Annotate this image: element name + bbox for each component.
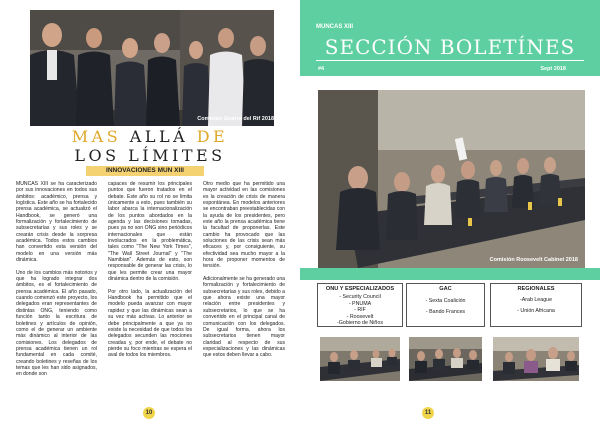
article-title-line2: LOS LÍMITES xyxy=(74,146,226,165)
article-column-2 xyxy=(108,181,192,365)
committee-session-photo-graphic xyxy=(318,90,585,268)
delegates-group-photo-graphic xyxy=(30,10,274,126)
list-item: - Sexta Coalición xyxy=(425,298,466,304)
group-onu-especializados xyxy=(317,283,403,407)
article-paragraph: MUNCAS XIII se ha caracterizado por sus innovaciones en todos sus ámbitos: académico, prensa y logística. Este año se ha fortalecido prensa académica, se actualizó el Handbook, se generó una formalización y fortalecimiento de subsecretarías y sus roles y se crearán crisis desde la sorpresa académica. Todos estos cambios han convertido esta versión del modelo en una versión más dinámica. xyxy=(16,181,97,264)
group-regionales xyxy=(490,283,582,407)
article-paragraph: capaces de resumir los principales puntos que fueron tratados en el debate. Este año su rol no se limita únicamente a esto, pues también su labor abarca la internacionalización de los puntos abordados en la agenda y las decisiones tomadas, pues ya no son ONG sino periódicos internacionales que están involucrados en la problemática, tales como "The New York Times", "The Wall Street Journal" y "The Namibian". Además de esto, son responsable de generar las crisis, lo que les permite crear una mayor dinámica dentro de la comisión. xyxy=(108,181,192,283)
article-paragraph: Adicionalmente se ha generado una formalización y fortalecimiento de subsecretarías y sus roles, debido a que ahora existe una mayor relación entre presidentes y subsecretarios, lo que se ha convertido en el principal canal de comunicación con los delegados. De igual forma, ahora los subsecretarios tienen mayor claridad al respecto de sus especializaciones y las dinámicas que estos deben llevar a cabo. xyxy=(203,276,285,359)
article-column-1 xyxy=(16,181,97,384)
committee-session-photo xyxy=(318,90,585,268)
group-photo xyxy=(409,337,482,381)
group-photo xyxy=(320,337,400,381)
title-middle: ALLÁ xyxy=(121,127,197,146)
article-title-line1 xyxy=(0,127,300,146)
article-paragraph: Por otro lado, la actualización del Handbook ha permitido que el modelo pueda avanzar con mayor rapidez y que las dinámicas sean a su vez más activas. Lo anterior se debe principalmente a que ya no existe la necesidad de que todos los delegados secunden las mociones creadas y, por ende, el debate no pierde su foco mientras se espera el aval de todos los miembros. xyxy=(108,288,192,359)
list-item: -Gobierno de Niños xyxy=(337,320,383,327)
issue-number: #4 xyxy=(318,66,325,72)
title-accent-de: DE xyxy=(196,127,229,146)
right-photo-caption: Comisión Roosevelt Cabinet 2018 xyxy=(489,257,578,263)
list-item: - Bando Frances xyxy=(425,308,466,315)
page-number-badge: 11 xyxy=(422,407,434,419)
page-number-badge: 10 xyxy=(143,407,155,419)
group-box xyxy=(317,283,403,327)
list-item: - Security Council xyxy=(339,294,381,300)
section-title: SECCIÓN BOLETÍNES xyxy=(324,35,576,59)
group-heading: REGIONALES xyxy=(517,286,555,292)
list-item: - Unión Africana xyxy=(517,307,555,314)
list-item: - Roosevelt xyxy=(346,313,374,320)
group-photo xyxy=(493,337,579,381)
list-item: -Arab League xyxy=(519,297,553,303)
group-heading: GAC xyxy=(439,286,452,292)
title-accent-mas: MAS xyxy=(71,127,122,146)
group-box xyxy=(490,283,582,327)
right-page xyxy=(300,0,600,424)
article-paragraph: Otro medio que ha permitido una mayor actividad en las comisiones es la creación de crisis de manera espontánea. En modelos anteriores se encontraban preestablecidas con la ayuda de los presidentes, pero este año la prensa académica tiene la facultad de proponerlas. Este cambio ha provocado que las soluciones de las crisis sean más eficaces y, por consiguiente, su efectividad sea mucho mayor a la hora de proponer momentos de tensión. xyxy=(203,181,285,270)
mint-strip xyxy=(300,268,600,280)
group-box xyxy=(406,283,485,327)
left-photo-caption: Comisión Guerra del Rif 2018 xyxy=(197,116,274,122)
section-kicker: MUNCAS XIII xyxy=(316,24,354,30)
group-heading: ONU Y ESPECIALIZADOS xyxy=(325,286,395,292)
issue-date: Sept 2018 xyxy=(540,66,566,72)
article-column-3 xyxy=(203,181,285,365)
article-paragraph: Uno de los cambios más notorios y que ha logrado integrar dos ámbitos, es el fortalecimiento de prensa académica. El año pasado, cuando comenzó este proyecto, los delegados eran representantes de distintas ONG, teniendo como función tanto la escritura de boletines y artículos de opinión, como el de generar un ambiente más dinámico al interior de las comisiones. Los delegados de prensa académica tienen un rol fundamental en cada comité, creando boletines y reseñas de los temas que les han sido asignados, en donde son xyxy=(16,269,97,378)
group-gac xyxy=(406,283,485,407)
group-photo-graphic xyxy=(409,337,482,381)
list-item: - RIF xyxy=(354,307,366,314)
article-subtitle: INNOVACIONES MUN XIII xyxy=(86,166,204,176)
group-photo-graphic xyxy=(493,337,579,381)
group-photo-graphic xyxy=(320,337,400,381)
header-divider xyxy=(316,60,584,61)
delegates-group-photo xyxy=(30,10,274,126)
list-item: - PNUMA xyxy=(348,300,372,307)
